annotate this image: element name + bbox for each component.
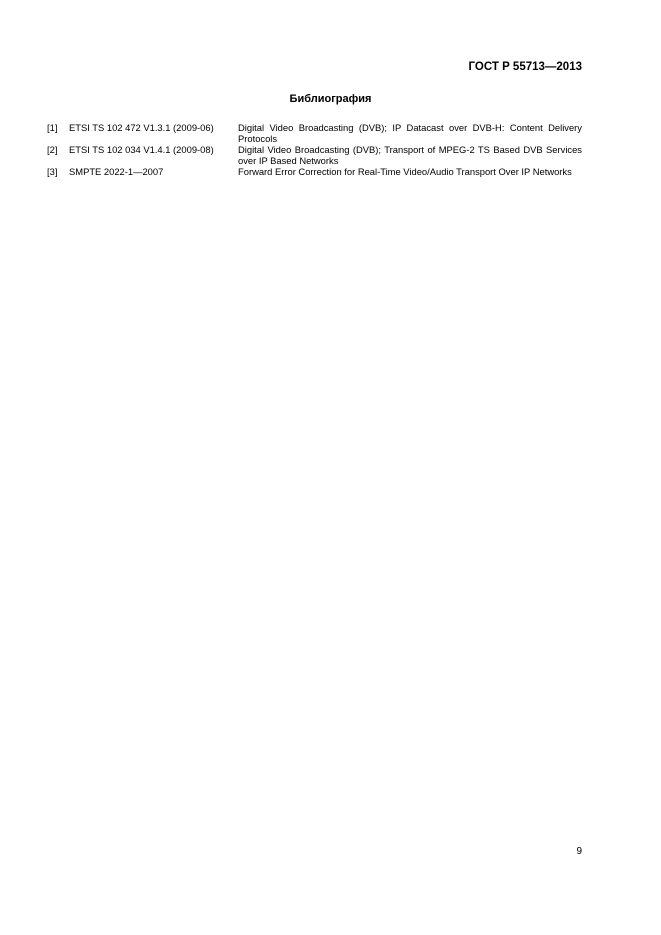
entry-number: [2] bbox=[47, 144, 58, 155]
entry-standard: ETSI TS 102 472 V1.3.1 (2009-06) bbox=[69, 122, 214, 133]
entry-title: Digital Video Broadcasting (DVB); Transport of MPEG-2 TS Based DVB Services over IP Based Networks bbox=[238, 144, 582, 166]
bibliography-entry bbox=[47, 144, 582, 166]
entry-number: [3] bbox=[47, 166, 58, 177]
entry-standard: ETSI TS 102 034 V1.4.1 (2009-08) bbox=[69, 144, 214, 155]
bibliography-title: Библиография bbox=[289, 93, 372, 105]
page-number: 9 bbox=[576, 846, 582, 857]
document-code: ГОСТ Р 55713—2013 bbox=[468, 61, 582, 73]
bibliography-entry bbox=[47, 166, 582, 177]
entry-standard: SMPTE 2022-1—2007 bbox=[69, 166, 164, 177]
entry-title: Forward Error Correction for Real-Time Video/Audio Transport Over IP Networks bbox=[238, 166, 572, 177]
bibliography-entry bbox=[47, 122, 582, 144]
bibliography-list bbox=[47, 122, 582, 177]
entry-title: Digital Video Broadcasting (DVB); IP Datacast over DVB-H: Content Delivery Protocols bbox=[238, 122, 582, 144]
entry-number: [1] bbox=[47, 122, 58, 133]
